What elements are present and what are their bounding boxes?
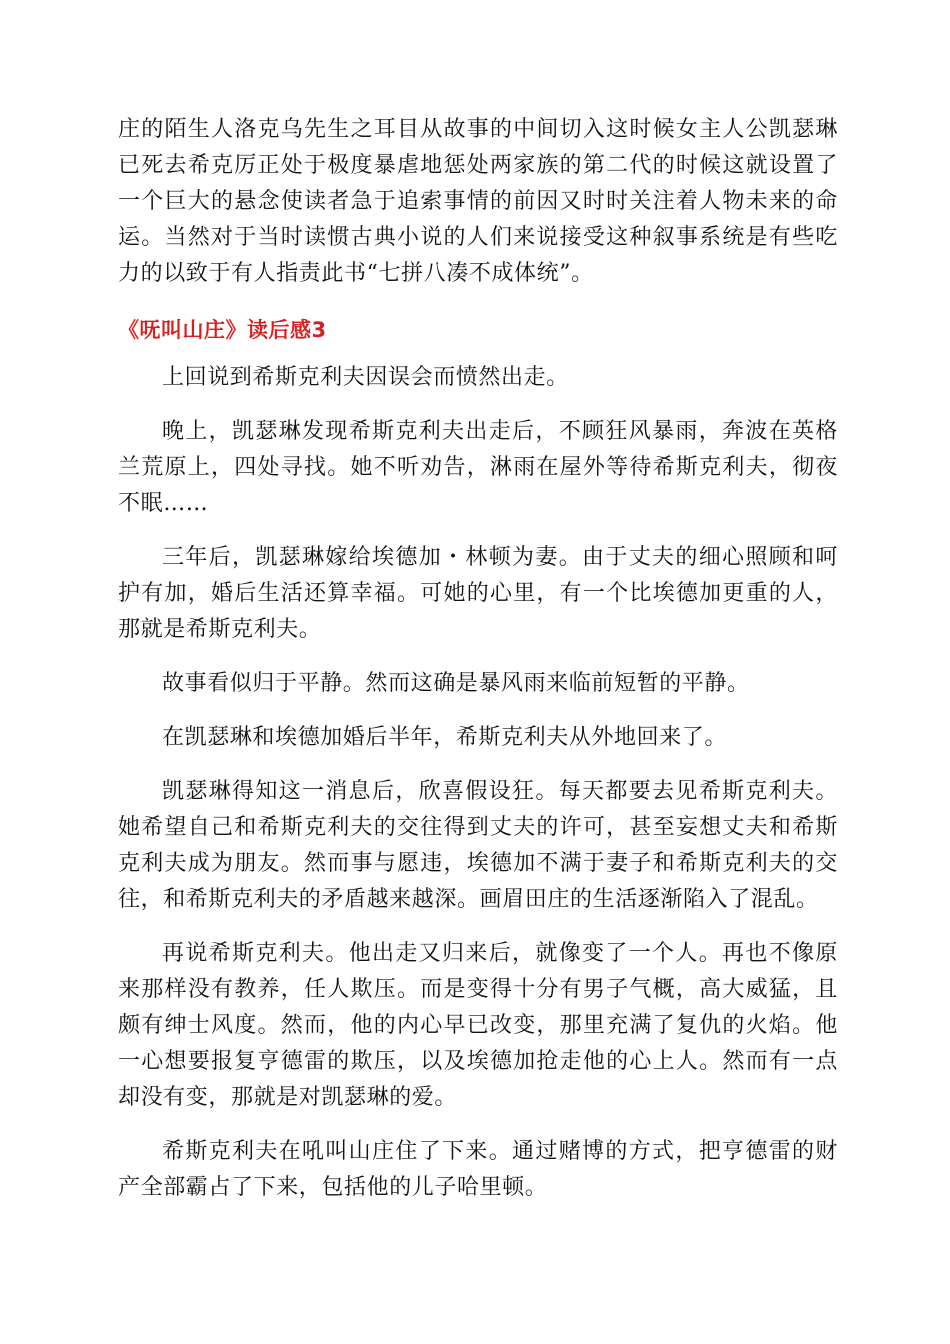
paragraph: 再说希斯克利夫。他出走又归来后，就像变了一个人。再也不像原来那样没有教养，任人欺压。而是变得十分有男子气概，高大威猛，且颇有绅士风度。然而，他的内心早已改变，那里充满了复仇的火焰。他一心想要报复亨德雷的欺压，以及埃德加抢走他的心上人。然而有一点却没有变，那就是对凯瑟琳的爱。 [118,941,838,1110]
paragraph: 在凯瑟琳和埃德加婚后半年，希斯克利夫从外地回来了。 [162,725,728,750]
paragraph: 故事看似归于平静。然而这确是暴风雨来临前短暂的平静。 [162,671,750,696]
document-body [118,112,838,1206]
paragraph: 晚上，凯瑟琳发现希斯克利夫出走后，不顾狂风暴雨，奔波在英格兰荒原上，四处寻找。她不听劝告，淋雨在屋外等待希斯克利夫，彻夜不眠…… [118,419,838,516]
paragraph: 三年后，凯瑟琳嫁给埃德加・林顿为妻。由于丈夫的细心照顾和呵护有加，婚后生活还算幸福。可她的心里，有一个比埃德加更重的人，那就是希斯克利夫。 [118,545,838,642]
paragraph: 上回说到希斯克利夫因误会而愤然出走。 [162,365,569,390]
paragraph: 希斯克利夫在吼叫山庄住了下来。通过赌博的方式，把亨德雷的财产全部霸占了下来，包括他的儿子哈里顿。 [118,1139,838,1200]
intro-paragraph: 庄的陌生人洛克乌先生之耳目从故事的中间切入这时候女主人公凯瑟琳已死去希克厉正处于极度暴虐地惩处两家族的第二代的时候这就设置了一个巨大的悬念使读者急于追索事情的前因又时时关注着人物未来的命运。当然对于当时读惯古典小说的人们来说接受这种叙事系统是有些吃力的以致于有人指责此书“七拼八凑不成体统”。 [118,117,838,286]
paragraph: 凯瑟琳得知这一消息后，欣喜假设狂。每天都要去见希斯克利夫。她希望自己和希斯克利夫的交往得到丈夫的许可，甚至妄想丈夫和希斯克利夫成为朋友。然而事与愿违，埃德加不满于妻子和希斯克利夫的交往，和希斯克利夫的矛盾越来越深。画眉田庄的生活逐渐陷入了混乱。 [118,779,838,912]
section-title: 《呒叫山庄》读后感3 [118,318,327,342]
